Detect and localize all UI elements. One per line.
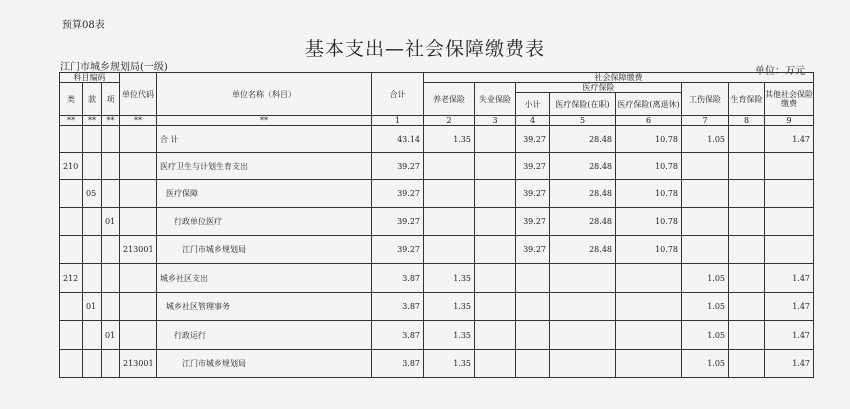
cell-kuan: [83, 153, 102, 180]
index-cell: 1: [372, 116, 424, 126]
cell-subtotal: 39.27: [516, 126, 550, 153]
header-injury: 工伤保险: [682, 83, 729, 116]
cell-xiang: [102, 293, 120, 321]
cell-xiang: 01: [102, 208, 120, 236]
cell-total: 39.27: [372, 153, 424, 180]
cell-code: 213001: [120, 350, 157, 378]
table-row: [60, 264, 814, 293]
cell-maternity: [729, 350, 765, 378]
cell-kuan: [83, 236, 102, 264]
cell-total: 39.27: [372, 180, 424, 208]
cell-injury: 1.05: [682, 126, 729, 153]
cell-other: [765, 180, 814, 208]
cell-code: [120, 264, 157, 293]
cell-medical-active: 28.48: [550, 180, 616, 208]
index-cell: 7: [682, 116, 729, 126]
header-kuan: 款: [83, 83, 102, 116]
cell-unemployment: [475, 153, 516, 180]
header-medical: 医疗保险: [516, 83, 682, 93]
cell-pension: 1.35: [424, 126, 475, 153]
cell-code: [120, 180, 157, 208]
cell-maternity: [729, 236, 765, 264]
cell-xiang: [102, 126, 120, 153]
cell-lei: [60, 350, 83, 378]
cell-medical-active: 28.48: [550, 126, 616, 153]
cell-injury: 1.05: [682, 264, 729, 293]
cell-medical-retired: [616, 321, 682, 350]
cell-unemployment: [475, 350, 516, 378]
cell-medical-active: [550, 293, 616, 321]
cell-total: 3.87: [372, 264, 424, 293]
cell-unemployment: [475, 321, 516, 350]
cell-xiang: 01: [102, 321, 120, 350]
cell-injury: 1.05: [682, 321, 729, 350]
cell-maternity: [729, 293, 765, 321]
cell-unemployment: [475, 236, 516, 264]
cell-maternity: [729, 208, 765, 236]
form-number: 预算08表: [62, 20, 105, 31]
cell-subtotal: 39.27: [516, 236, 550, 264]
cell-pension: [424, 180, 475, 208]
cell-medical-active: [550, 350, 616, 378]
cell-name: 医疗卫生与计划生育支出: [157, 153, 372, 180]
cell-other: [765, 208, 814, 236]
cell-code: [120, 321, 157, 350]
cell-medical-retired: [616, 264, 682, 293]
cell-subtotal: [516, 321, 550, 350]
cell-total: 3.87: [372, 350, 424, 378]
index-cell: **: [120, 116, 157, 126]
cell-subtotal: 39.27: [516, 180, 550, 208]
header-unit-code: 单位代码: [120, 73, 157, 116]
cell-maternity: [729, 264, 765, 293]
cell-pension: 1.35: [424, 350, 475, 378]
cell-name: 医疗保障: [157, 180, 372, 208]
header-social-security: 社会保障缴费: [424, 73, 814, 83]
cell-subtotal: [516, 264, 550, 293]
cell-medical-retired: [616, 293, 682, 321]
index-cell: **: [60, 116, 83, 126]
cell-lei: [60, 236, 83, 264]
cell-xiang: [102, 350, 120, 378]
cell-kuan: [83, 264, 102, 293]
cell-name: 行政单位医疗: [157, 208, 372, 236]
cell-lei: [60, 321, 83, 350]
cell-name: 合 计: [157, 126, 372, 153]
cell-injury: [682, 180, 729, 208]
cell-name: 江门市城乡规划局: [157, 350, 372, 378]
cell-other: 1.47: [765, 350, 814, 378]
cell-other: 1.47: [765, 264, 814, 293]
cell-subtotal: 39.27: [516, 208, 550, 236]
cell-name: 江门市城乡规划局: [157, 236, 372, 264]
cell-medical-active: [550, 321, 616, 350]
cell-other: [765, 236, 814, 264]
header-total: 合计: [372, 73, 424, 116]
cell-kuan: 05: [83, 180, 102, 208]
cell-total: 39.27: [372, 236, 424, 264]
header-xiang: 项: [102, 83, 120, 116]
header-unit-name: 单位名称（科目）: [157, 73, 372, 116]
header-medical-retired: 医疗保险(离退休): [616, 93, 682, 116]
cell-pension: [424, 153, 475, 180]
index-cell: 8: [729, 116, 765, 126]
cell-maternity: [729, 153, 765, 180]
cell-name: 城乡社区管理事务: [157, 293, 372, 321]
cell-medical-retired: 10.78: [616, 126, 682, 153]
cell-unemployment: [475, 264, 516, 293]
table-row: [60, 321, 814, 350]
header-other: 其他社会保险缴费: [765, 83, 814, 116]
index-cell: 3: [475, 116, 516, 126]
cell-kuan: [83, 208, 102, 236]
cell-pension: [424, 236, 475, 264]
index-cell: **: [83, 116, 102, 126]
cell-xiang: [102, 236, 120, 264]
index-cell: **: [102, 116, 120, 126]
cell-injury: 1.05: [682, 293, 729, 321]
cell-name: 行政运行: [157, 321, 372, 350]
cell-code: [120, 293, 157, 321]
table-row: [60, 236, 814, 264]
cell-lei: [60, 126, 83, 153]
cell-medical-active: 28.48: [550, 236, 616, 264]
header-unemployment: 失业保险: [475, 83, 516, 116]
cell-lei: 212: [60, 264, 83, 293]
header-maternity: 生育保险: [729, 83, 765, 116]
cell-pension: 1.35: [424, 321, 475, 350]
cell-code: [120, 208, 157, 236]
cell-medical-active: 28.48: [550, 153, 616, 180]
cell-other: 1.47: [765, 126, 814, 153]
cell-lei: [60, 208, 83, 236]
cell-medical-active: [550, 264, 616, 293]
cell-kuan: [83, 321, 102, 350]
table-row: [60, 126, 814, 153]
cell-code: [120, 153, 157, 180]
table-row: [60, 208, 814, 236]
cell-kuan: 01: [83, 293, 102, 321]
table-row: [60, 350, 814, 378]
cell-xiang: [102, 264, 120, 293]
cell-injury: [682, 153, 729, 180]
table-row: [60, 180, 814, 208]
cell-lei: [60, 180, 83, 208]
cell-xiang: [102, 180, 120, 208]
cell-subtotal: 39.27: [516, 153, 550, 180]
unit-label: 单位：万元: [755, 66, 805, 77]
cell-name: 城乡社区支出: [157, 264, 372, 293]
cell-total: 39.27: [372, 208, 424, 236]
cell-pension: 1.35: [424, 264, 475, 293]
header-subtotal: 小计: [516, 93, 550, 116]
index-cell: 9: [765, 116, 814, 126]
cell-other: 1.47: [765, 321, 814, 350]
cell-maternity: [729, 321, 765, 350]
cell-unemployment: [475, 180, 516, 208]
cell-other: [765, 153, 814, 180]
cell-other: 1.47: [765, 293, 814, 321]
cell-medical-retired: 10.78: [616, 236, 682, 264]
cell-medical-active: 28.48: [550, 208, 616, 236]
table-row: [60, 293, 814, 321]
cell-lei: [60, 293, 83, 321]
cell-code: 213001: [120, 236, 157, 264]
index-cell: **: [157, 116, 372, 126]
cell-pension: [424, 208, 475, 236]
cell-kuan: [83, 126, 102, 153]
cell-injury: [682, 236, 729, 264]
cell-maternity: [729, 180, 765, 208]
cell-unemployment: [475, 293, 516, 321]
index-cell: 2: [424, 116, 475, 126]
cell-medical-retired: 10.78: [616, 153, 682, 180]
cell-subtotal: [516, 350, 550, 378]
cell-code: [120, 126, 157, 153]
cell-pension: 1.35: [424, 293, 475, 321]
cell-total: 43.14: [372, 126, 424, 153]
cell-medical-retired: 10.78: [616, 208, 682, 236]
cell-medical-retired: 10.78: [616, 180, 682, 208]
header-lei: 类: [60, 83, 83, 116]
cell-kuan: [83, 350, 102, 378]
organization-name: 江门市城乡规划局(一级): [60, 62, 168, 73]
page-title: 基本支出—社会保障缴费表: [304, 38, 545, 60]
cell-total: 3.87: [372, 321, 424, 350]
index-cell: 5: [550, 116, 616, 126]
social-security-table: [59, 72, 814, 378]
cell-subtotal: [516, 293, 550, 321]
cell-injury: [682, 208, 729, 236]
cell-xiang: [102, 153, 120, 180]
header-pension: 养老保险: [424, 83, 475, 116]
index-cell: 4: [516, 116, 550, 126]
header-subject-code: 科目编码: [60, 73, 120, 83]
table-row: [60, 153, 814, 180]
cell-injury: 1.05: [682, 350, 729, 378]
cell-unemployment: [475, 126, 516, 153]
index-cell: 6: [616, 116, 682, 126]
header-medical-active: 医疗保险(在职): [550, 93, 616, 116]
cell-unemployment: [475, 208, 516, 236]
cell-lei: 210: [60, 153, 83, 180]
cell-maternity: [729, 126, 765, 153]
cell-medical-retired: [616, 350, 682, 378]
cell-total: 3.87: [372, 293, 424, 321]
